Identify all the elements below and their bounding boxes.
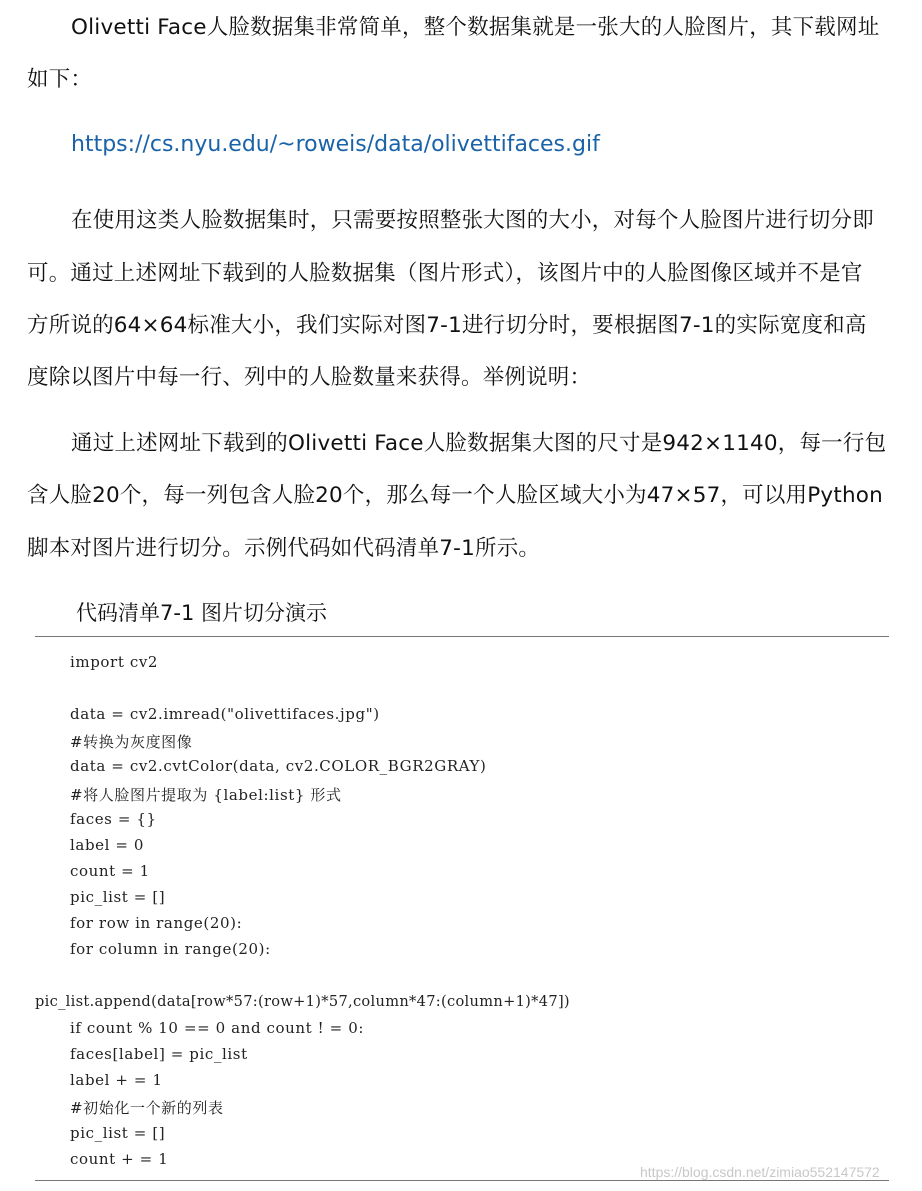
paragraph-3-line-3: 脚本对图片进行切分。示例代码如代码清单7-1所示。 xyxy=(27,536,541,561)
code-comment-line: #转换为灰度图像 xyxy=(70,733,193,751)
code-line: pic_list = [] xyxy=(70,1124,166,1142)
code-line: import cv2 xyxy=(70,653,159,671)
code-listing-caption: 代码清单7-1 图片切分演示 xyxy=(76,601,327,625)
code-line: count + = 1 xyxy=(70,1150,169,1168)
code-line: label + = 1 xyxy=(70,1071,163,1089)
paragraph-3-line-2: 含人脸20个，每一列包含人脸20个，那么每一个人脸区域大小为47×57，可以用Python xyxy=(27,483,883,508)
paragraph-2-line-4: 度除以图片中每一行、列中的人脸数量来获得。举例说明： xyxy=(27,365,592,390)
paragraph-2-line-3: 方所说的64×64标准大小，我们实际对图7-1进行切分时，要根据图7-1的实际宽度和高 xyxy=(27,313,867,338)
paragraph-1-line-1: Olivetti Face人脸数据集非常简单，整个数据集就是一张大的人脸图片，其下载网址 xyxy=(71,15,880,40)
code-bottom-rule xyxy=(35,1180,889,1181)
code-comment-line: #将人脸图片提取为 {label:list} 形式 xyxy=(70,786,342,804)
download-link[interactable]: https://cs.nyu.edu/~roweis/data/olivettifaces.gif xyxy=(71,132,600,157)
code-line: faces = {} xyxy=(70,810,157,828)
code-line: data = cv2.imread("olivettifaces.jpg") xyxy=(70,705,380,723)
paragraph-1-line-2: 如下： xyxy=(27,67,93,92)
watermark-text: https://blog.csdn.net/zimiao552147572 xyxy=(640,1164,880,1180)
code-line: for row in range(20): xyxy=(70,914,243,932)
code-line: if count % 10 == 0 and count ! = 0: xyxy=(70,1019,365,1037)
code-line: pic_list = [] xyxy=(70,888,166,906)
code-line: data = cv2.cvtColor(data, cv2.COLOR_BGR2GRAY) xyxy=(70,757,487,775)
paragraph-2-line-1: 在使用这类人脸数据集时，只需要按照整张大图的大小，对每个人脸图片进行切分即 xyxy=(71,208,874,233)
code-top-rule xyxy=(35,636,889,637)
code-line: label = 0 xyxy=(70,836,145,854)
code-line: pic_list.append(data[row*57:(row+1)*57,column*47:(column+1)*47]) xyxy=(35,993,570,1010)
code-line: faces[label] = pic_list xyxy=(70,1045,248,1063)
code-comment-line: #初始化一个新的列表 xyxy=(70,1099,224,1117)
paragraph-3-line-1: 通过上述网址下载到的Olivetti Face人脸数据集大图的尺寸是942×1140，每一行包 xyxy=(71,431,887,456)
code-line: count = 1 xyxy=(70,862,150,880)
code-line: for column in range(20): xyxy=(70,940,271,958)
paragraph-2-line-2: 可。通过上述网址下载到的人脸数据集（图片形式），该图片中的人脸图像区域并不是官 xyxy=(27,261,863,286)
